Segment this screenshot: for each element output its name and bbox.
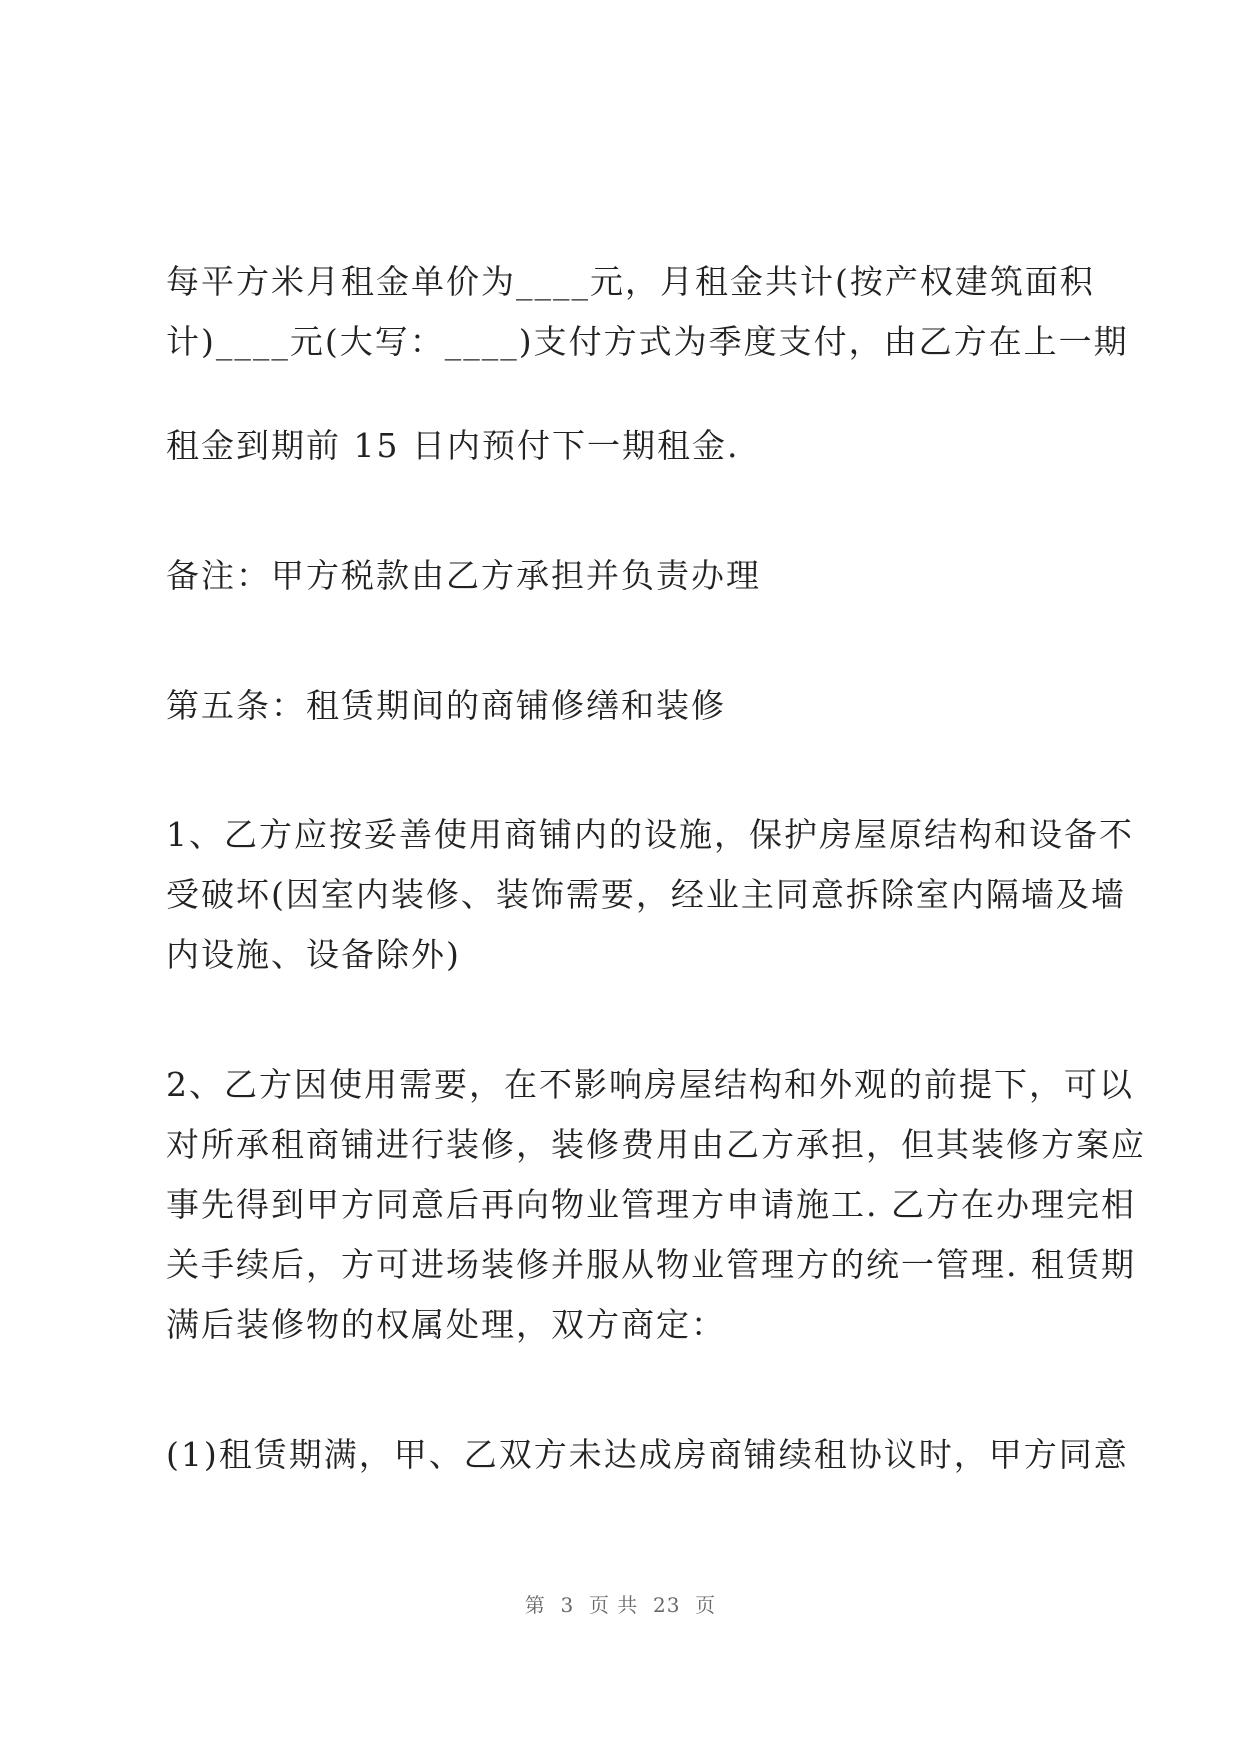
paragraph-line: (1)租赁期满，甲、乙双方未达成房商铺续租协议时，甲方同意: [166, 1435, 1129, 1474]
paragraph-line: 关手续后，方可进场装修并服从物业管理方的统一管理. 租赁期: [166, 1245, 1136, 1284]
paragraph-line: 受破坏(因室内装修、装饰需要，经业主同意拆除室内隔墙及墙: [166, 875, 1126, 914]
paragraph-line: 租金到期前 15 日内预付下一期租金.: [166, 426, 740, 465]
section-heading: 第五条：租赁期间的商铺修缮和装修: [166, 686, 726, 725]
paragraph-line: 每平方米月租金单价为____元，月租金共计(按产权建筑面积: [166, 262, 1095, 301]
paragraph-line: 满后装修物的权属处理，双方商定：: [166, 1305, 726, 1344]
paragraph-line: 2、乙方因使用需要，在不影响房屋结构和外观的前提下，可以: [166, 1065, 1134, 1104]
paragraph-line: 备注：甲方税款由乙方承担并负责办理: [166, 556, 761, 595]
paragraph-line: 对所承租商铺进行装修，装修费用由乙方承担，但其装修方案应: [166, 1125, 1146, 1164]
paragraph-line: 内设施、设备除外): [166, 935, 461, 974]
page-number-footer: 第 3 页 共 23 页: [524, 1593, 717, 1617]
paragraph-line: 计)____元(大写：____)支付方式为季度支付，由乙方在上一期: [166, 322, 1129, 361]
paragraph-line: 1、乙方应按妥善使用商铺内的设施，保护房屋原结构和设备不: [166, 815, 1134, 854]
paragraph-line: 事先得到甲方同意后再向物业管理方申请施工. 乙方在办理完相: [166, 1185, 1136, 1224]
